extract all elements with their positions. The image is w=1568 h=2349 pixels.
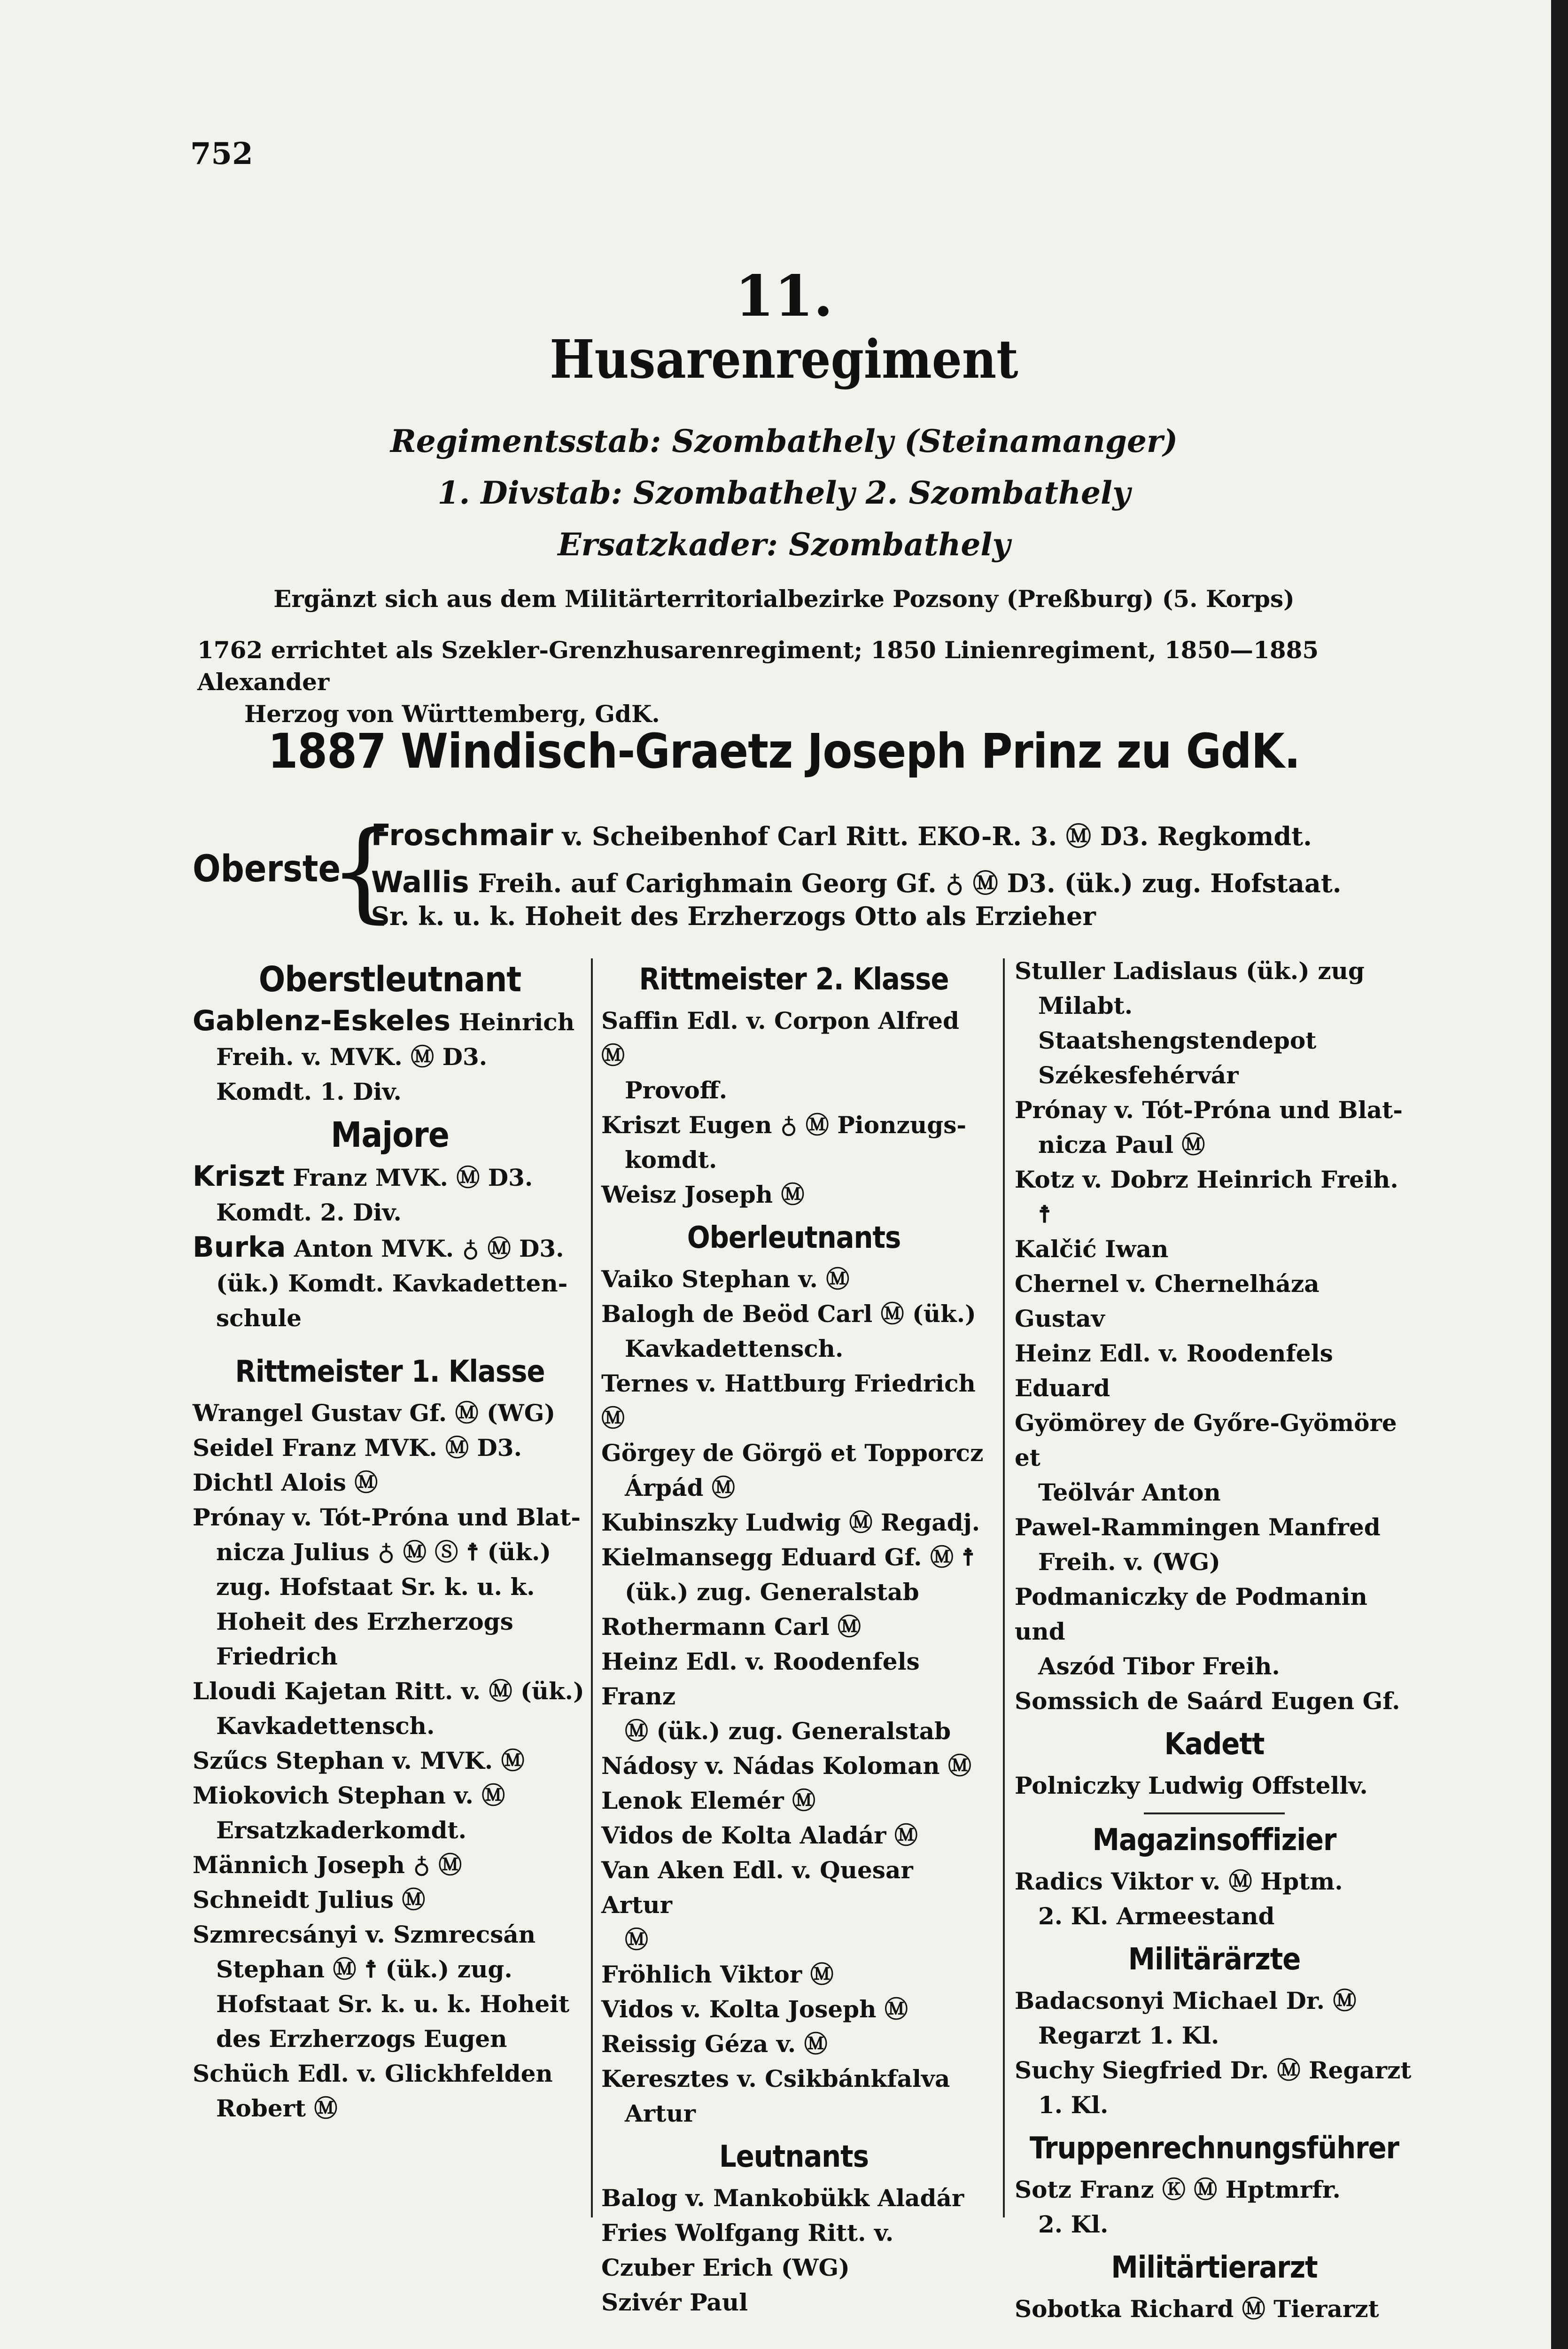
list-item	[601, 1853, 986, 1957]
entry-line: ☨	[1038, 1200, 1051, 1228]
column-divider	[591, 958, 593, 2217]
list-item	[601, 1003, 986, 1108]
list-item	[193, 1500, 587, 1674]
divider	[1144, 1812, 1285, 1814]
list-item: Heinz Edl. v. Roodenfels Eduard	[1015, 1339, 1333, 1402]
entry-line: 1. Kl.	[1038, 2091, 1109, 2119]
entry-line: Friedrich	[216, 1642, 338, 1670]
entry-line: Stephan Ⓜ ☨ (ük.) zug.	[216, 1955, 512, 1983]
entry-rest: (ük.) Komdt. Kavkadetten-	[216, 1269, 568, 1297]
entry-line: Milabt. Staatshengstendepot	[1038, 992, 1317, 1054]
entry-line: Árpád Ⓜ	[625, 1474, 735, 1501]
entry-line: Székesfehérvár	[1038, 1061, 1239, 1089]
entry-rest: Freih. auf Carighmain Georg Gf. ♁ Ⓜ D3. (ük.) zug. Hofstaat.	[478, 868, 1342, 898]
entry-line: des Erzherzogs Eugen	[216, 2025, 507, 2053]
entry-line: Sotz Franz Ⓚ Ⓜ Hptmrfr.	[1015, 2176, 1341, 2203]
section-heading: Oberstleutnant	[258, 959, 521, 1000]
inhaber: 1887 Windisch-Graetz Joseph Prinz zu GdK.	[268, 723, 1300, 779]
entry-line: Ⓜ	[625, 1926, 648, 1953]
column-divider	[1003, 958, 1005, 2217]
list-item: Sobotka Richard Ⓜ Tierarzt	[1015, 2295, 1379, 2323]
entry-line: Balogh de Beöd Carl Ⓜ (ük.)	[601, 1300, 976, 1328]
ergaenzt-line: Ergänzt sich aus dem Militärterritorialbezirke Pozsony (Preßburg) (5. Korps)	[273, 585, 1295, 613]
history	[197, 634, 1400, 730]
section-heading: Militärtierarzt	[1111, 2250, 1318, 2285]
list-item	[1015, 2172, 1414, 2242]
entry-line: Provoff.	[625, 1076, 728, 1104]
entry-line: Prónay v. Tót-Próna und Blat-	[1015, 1096, 1403, 1124]
list-item	[1015, 1579, 1414, 1684]
list-item: Schneidt Julius Ⓜ	[193, 1886, 426, 1913]
entry-line: nicza Paul Ⓜ	[1038, 1131, 1205, 1159]
section-heading: Magazinsoffizier	[1092, 1823, 1336, 1858]
entry-line: Artur	[625, 2100, 696, 2127]
entry-name: Wallis	[371, 865, 469, 899]
list-item: Polniczky Ludwig Offstellv.	[1015, 1772, 1368, 1799]
entry-rest: Freih. v. MVK. Ⓜ D3.	[216, 1043, 488, 1071]
entry-line: Aszód Tibor Freih.	[1038, 1652, 1280, 1680]
section-heading: Leutnants	[719, 2139, 869, 2174]
entry-line: Miokovich Stephan v. Ⓜ	[193, 1781, 505, 1809]
entry-rest: v. Scheibenhof Carl Ritt. EKO-R. 3. Ⓜ D3. Regkomdt.	[562, 821, 1312, 851]
entry-line: Saffin Edl. v. Corpon Alfred Ⓜ	[601, 1007, 959, 1069]
list-item	[193, 1230, 587, 1336]
list-item	[193, 1003, 587, 1109]
section-heading: Oberleutnants	[687, 1221, 901, 1255]
entry-line: (ük.) zug. Generalstab	[625, 1578, 919, 1606]
entry-line: Prónay v. Tót-Próna und Blat-	[193, 1503, 581, 1531]
entry-line: Heinz Edl. v. Roodenfels Franz	[601, 1648, 920, 1710]
section-heading: Militärärzte	[1128, 1942, 1301, 1977]
list-item: Vidos de Kolta Aladár Ⓜ	[601, 1821, 918, 1849]
list-item: Kubinszky Ludwig Ⓜ Regadj.	[601, 1509, 980, 1536]
list-item: Kalčić Iwan	[1015, 1235, 1169, 1263]
list-item: Lenok Elemér Ⓜ	[601, 1787, 816, 1814]
list-item	[193, 1917, 587, 2056]
entry-rest: Franz MVK. Ⓜ D3.	[293, 1164, 533, 1191]
list-item: Rothermann Carl Ⓜ	[601, 1613, 861, 1641]
list-item	[193, 2056, 587, 2126]
entry-line: Regarzt 1. Kl.	[1038, 2022, 1219, 2049]
entry-line: Szmrecsányi v. Szmrecsán	[193, 1921, 536, 1948]
list-item: Szivér Paul	[601, 2288, 748, 2316]
entry-line: Kriszt Eugen ♁ Ⓜ Pionzugs-	[601, 1111, 967, 1139]
entry-rest: Heinrich	[458, 1008, 575, 1036]
entry-line: 2. Kl.	[1038, 2210, 1109, 2238]
list-item	[601, 1297, 986, 1366]
list-item: Somssich de Saárd Eugen Gf.	[1015, 1687, 1400, 1715]
divisionsstab: 1. Divstab: Szombathely 2. Szombathely	[437, 474, 1131, 511]
entry-rest: Anton MVK. ♁ Ⓜ D3.	[294, 1235, 564, 1262]
list-item	[193, 1674, 587, 1743]
list-item	[1015, 1864, 1414, 1934]
entry-line: Robert Ⓜ	[216, 2094, 338, 2122]
list-item	[193, 1159, 587, 1230]
oberste-entry	[371, 863, 1342, 900]
entry-line: zug. Hofstaat Sr. k. u. k.	[216, 1573, 535, 1601]
entry-line: Schüch Edl. v. Glickhfelden	[193, 2060, 553, 2087]
ersatzkader: Ersatzkader: Szombathely	[558, 526, 1010, 563]
page-title: Husarenregiment	[550, 329, 1018, 390]
section-heading: Truppenrechnungsführer	[1029, 2131, 1399, 2166]
entry-line: Keresztes v. Csikbánkfalva	[601, 2065, 950, 2092]
list-item: Weisz Joseph Ⓜ	[601, 1181, 805, 1208]
list-item: Wrangel Gustav Gf. Ⓜ (WG)	[193, 1399, 556, 1427]
list-item: Balog v. Mankobükk Aladár	[601, 2184, 964, 2212]
entry-line: Badacsonyi Michael Dr. Ⓜ	[1015, 1987, 1357, 2015]
column-3	[1015, 954, 1414, 2326]
list-item: Vidos v. Kolta Joseph Ⓜ	[601, 1995, 908, 2023]
list-item	[601, 1436, 986, 1505]
list-item: Vaiko Stephan v. Ⓜ	[601, 1265, 850, 1293]
list-item	[1015, 1510, 1414, 1579]
entry-line: Stuller Ladislaus (ük.) zug	[1015, 957, 1365, 985]
entry-line: Suchy Siegfried Dr. Ⓜ Regarzt	[1015, 2056, 1412, 2084]
list-item: Fröhlich Viktor Ⓜ	[601, 1960, 834, 1988]
entry-line: Kavkadettensch.	[216, 1712, 435, 1740]
history-line: 1762 errichtet als Szekler-Grenzhusarenregiment; 1850 Linienregiment, 1850—1885 Alexander	[197, 636, 1319, 696]
column-1	[193, 954, 587, 2126]
entry-line: Görgey de Görgö et Topporcz	[601, 1439, 984, 1467]
brace: {	[329, 809, 398, 934]
list-item: Fries Wolfgang Ritt. v.	[601, 2219, 894, 2247]
entry-name: Froschmair	[371, 818, 553, 852]
entry-line: Kavkadettensch.	[625, 1335, 844, 1362]
list-item	[601, 2061, 986, 2131]
section-heading: Kadett	[1164, 1727, 1265, 1762]
list-item	[601, 1108, 986, 1177]
list-item	[601, 1540, 986, 1610]
list-item	[1015, 1162, 1414, 1232]
section-heading: Rittmeister 1. Klasse	[235, 1354, 545, 1389]
list-item: Männich Joseph ♁ Ⓜ	[193, 1851, 462, 1879]
entry-line: Ersatzkaderkomdt.	[216, 1816, 467, 1844]
entry-rest: Komdt. 2. Div.	[216, 1198, 402, 1226]
entry-line: Hofstaat Sr. k. u. k. Hoheit	[216, 1990, 570, 2018]
entry-name: Gablenz-Eskeles	[193, 1004, 451, 1037]
list-item	[601, 1644, 986, 1749]
regiment-number: 11.	[735, 263, 833, 329]
entry-line: Pawel-Rammingen Manfred	[1015, 1513, 1381, 1541]
entry-line: komdt.	[625, 1146, 717, 1174]
oberste-entry	[371, 817, 1312, 853]
oberste-label: Oberste	[193, 848, 341, 890]
oberste-entry: Sr. k. u. k. Hoheit des Erzherzogs Otto als Erzieher	[371, 901, 1096, 931]
entry-line: Freih. v. (WG)	[1038, 1548, 1220, 1576]
regimentsstab: Regimentsstab: Szombathely (Steinamanger)	[390, 423, 1178, 459]
list-item	[193, 1778, 587, 1848]
entry-line: Van Aken Edl. v. Quesar Artur	[601, 1856, 913, 1919]
column-2	[601, 954, 986, 2320]
list-item	[1015, 1406, 1414, 1510]
list-item: Ternes v. Hattburg Friedrich Ⓜ	[601, 1369, 976, 1432]
section-heading: Rittmeister 2. Klasse	[639, 962, 949, 997]
list-item: Dichtl Alois Ⓜ	[193, 1469, 378, 1496]
entry-line: Lloudi Kajetan Ritt. v. Ⓜ (ük.)	[193, 1677, 584, 1705]
entry-line: Kotz v. Dobrz Heinrich Freih.	[1015, 1166, 1398, 1193]
list-item	[1015, 1983, 1414, 2053]
entry-line: Teölvár Anton	[1038, 1478, 1221, 1506]
list-item	[1015, 2053, 1414, 2123]
history-line: Herzog von Württemberg, GdK.	[244, 700, 660, 728]
entry-line: Podmaniczky de Podmanin und	[1015, 1583, 1367, 1645]
list-item	[1015, 1093, 1414, 1162]
list-item: Seidel Franz MVK. Ⓜ D3.	[193, 1434, 522, 1462]
entry-name: Burka	[193, 1231, 286, 1264]
entry-rest: Komdt. 1. Div.	[216, 1078, 402, 1105]
list-item: Czuber Erich (WG)	[601, 2254, 850, 2281]
entry-line: Hoheit des Erzherzogs	[216, 1608, 513, 1635]
entry-name: Kriszt	[193, 1160, 285, 1193]
entry-line: Radics Viktor v. Ⓜ Hptm.	[1015, 1867, 1343, 1895]
list-item: Szűcs Stephan v. MVK. Ⓜ	[193, 1747, 525, 1774]
list-item: Reissig Géza v. Ⓜ	[601, 2030, 828, 2058]
entry-line: Gyömörey de Győre-Gyömöre et	[1015, 1409, 1397, 1471]
list-item: Chernel v. Chernelháza Gustav	[1015, 1270, 1320, 1332]
page-number: 752	[190, 136, 253, 171]
entry-rest: schule	[216, 1304, 302, 1332]
entry-line: 2. Kl. Armeestand	[1038, 1902, 1275, 1930]
list-item: Nádosy v. Nádas Koloman Ⓜ	[601, 1752, 971, 1780]
entry-line: Kielmansegg Eduard Gf. Ⓜ ☨	[601, 1543, 975, 1571]
section-heading: Majore	[331, 1115, 449, 1155]
entry-line: nicza Julius ♁ Ⓜ Ⓢ ☨ (ük.)	[216, 1538, 551, 1566]
list-item	[1015, 954, 1414, 1093]
entry-line: Ⓜ (ük.) zug. Generalstab	[625, 1717, 951, 1745]
